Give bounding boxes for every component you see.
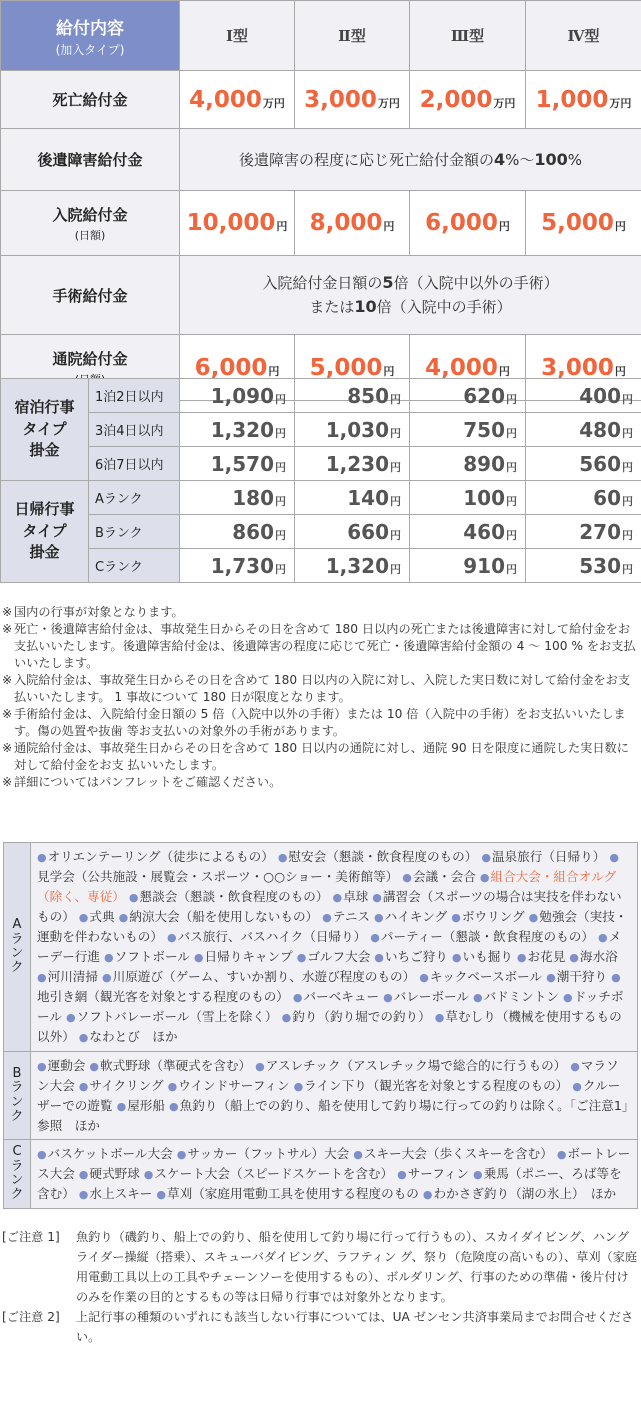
premium-amount: 270 — [579, 519, 621, 544]
yen-unit: 円 — [506, 494, 517, 508]
activity-item: 勉強会（実技・運動を伴わないもの） — [37, 909, 628, 944]
premium-amount: 180 — [232, 485, 274, 510]
yen-unit: 円 — [390, 426, 401, 440]
activity-item: 魚釣り（船上での釣り、船を使用して釣り場に行っての釣りは除く。「ご注意1」参照 ほか — [37, 1098, 629, 1133]
activity-item: キックベースボール — [429, 969, 543, 984]
yen-unit: 円 — [275, 426, 286, 440]
bullet-icon: ● — [118, 911, 129, 924]
overnight-premium-value — [410, 447, 526, 481]
yen-unit: 円 — [275, 562, 286, 576]
activity-item: ボウリング — [461, 909, 525, 924]
daytrip-premium-value — [295, 481, 410, 515]
activity-item: ドッチボール — [37, 989, 624, 1024]
activity-item: 地引き網（観光客を対象とする程度のもの） — [37, 989, 289, 1004]
yen-unit: 円 — [275, 392, 286, 406]
caution-text: 魚釣り（磯釣り、船上での釣り、船を使用して釣り場に行って行うもの）、スカイダイビング、ハングライダー操縦（搭乗）、スキューバダイビング、ラフティン グ、祭り（危険度の高いもの）、草刈（家庭用電動工具以上の工具やチェーンソーを使用するもの）、ボルダリング、行事のための準備・後片付けのみを作業の目的とするもの等は日帰り行事では対象外となります。 — [76, 1230, 638, 1304]
rank-row — [4, 1140, 638, 1209]
activity-item: サーフィン — [407, 1166, 470, 1181]
note-mark: ※ — [2, 673, 13, 687]
premium-amount: 860 — [232, 519, 274, 544]
premium-amount: 850 — [347, 383, 389, 408]
activity-item: お花見 — [527, 949, 566, 964]
bullet-icon: ● — [374, 911, 384, 924]
yen-unit: 円 — [622, 392, 633, 406]
bullet-icon: ● — [556, 1148, 567, 1161]
premium-amount: 100 — [463, 485, 505, 510]
outpatient-label: 通院給付金 — [52, 350, 128, 368]
death-value: 4,000万円 — [180, 71, 295, 129]
activity-item: ウインドサーフィン — [178, 1078, 290, 1093]
activity-item: 潮干狩り — [556, 969, 608, 984]
rank-row — [4, 843, 638, 1052]
overnight-premium-value — [526, 413, 641, 447]
activity-item: バス旅行、バスハイク（日帰り） — [177, 929, 367, 944]
note-text: 入院給付金は、事故発生日からその日を含めて 180 日以内の入院に対し、入院した実日数に対して給付金をお支払いいたします。 1 事故について 180 日が限度となります。 — [14, 673, 631, 704]
activity-item: 屋形船 — [127, 1098, 165, 1113]
bullet-icon: ● — [383, 991, 393, 1004]
bullet-icon: ● — [281, 1011, 292, 1024]
bullet-icon: ● — [128, 891, 139, 904]
activity-item: わかさぎ釣り（湖の氷上） ほか — [433, 1186, 617, 1201]
note-text: 死亡・後遺障害給付金は、事故発生日からその日を含めて 180 日以内の死亡または後遺障害に対して給付金をお支払いいたします。後遺障害給付金は、後遺障害の程度に応じて死亡・後遺障害給付金額の 4 ～ 100 % をお支払いいたします。 — [14, 622, 636, 670]
activity-item: バスケットボール大会 — [47, 1146, 173, 1161]
caution-item — [2, 1307, 639, 1347]
bullet-icon: ● — [402, 871, 412, 884]
death-label: 死亡給付金 — [1, 71, 180, 129]
note-text: 詳細についてはパンフレットをご確認ください。 — [14, 775, 282, 789]
daytrip-premium-value — [180, 481, 295, 515]
activity-item: 日帰りキャンプ — [204, 949, 293, 964]
note-item — [2, 774, 639, 791]
premium-amount: 60 — [593, 485, 621, 510]
activity-item: クルーザーでの遊覧 — [37, 1078, 621, 1113]
bullet-icon: ● — [473, 991, 483, 1004]
activity-item: パーティー（懇談・飲食程度のもの） — [380, 929, 594, 944]
yen-unit: 円 — [275, 494, 286, 508]
yen-unit: 円 — [506, 392, 517, 406]
activity-item: テニス — [332, 909, 371, 924]
daytrip-section — [1, 481, 641, 583]
note-mark: ※ — [2, 707, 13, 721]
bullet-icon: ● — [78, 1168, 89, 1181]
rank-label-char: ク — [10, 960, 24, 976]
bullet-icon: ● — [176, 1148, 187, 1161]
activity-item: バーベキュー — [303, 989, 380, 1004]
activity-item: いちご狩り — [384, 949, 448, 964]
activity-item: ソフトボール — [114, 949, 190, 964]
premium-amount: 910 — [463, 553, 505, 578]
rank-row — [4, 1052, 638, 1140]
daytrip-premium-value — [295, 549, 410, 583]
bullet-icon: ● — [516, 951, 527, 964]
bullet-icon: ● — [374, 951, 384, 964]
bullet-icon: ● — [332, 891, 343, 904]
overnight-group-label-line: 宿泊行事 — [14, 397, 75, 416]
bullet-icon: ● — [78, 1031, 89, 1044]
premium-amount: 530 — [579, 553, 621, 578]
yen-unit: 円 — [622, 494, 633, 508]
bullet-icon: ● — [103, 951, 114, 964]
activity-item: 温泉旅行（日帰り） — [491, 849, 606, 864]
rank-label — [4, 843, 31, 1052]
bullet-icon: ● — [102, 971, 112, 984]
note-mark: ※ — [2, 775, 13, 789]
overnight-section — [1, 379, 641, 481]
bullet-icon: ● — [166, 931, 177, 944]
daytrip-row-label: Bランク — [89, 515, 180, 549]
surgery-label: 手術給付金 — [1, 256, 180, 335]
activity-item: ゴルフ大会 — [307, 949, 371, 964]
type-2-header: Ⅱ型 — [295, 1, 410, 71]
rank-table — [3, 842, 638, 1209]
bullet-icon: ● — [370, 931, 380, 944]
premium-amount: 480 — [579, 417, 621, 442]
surgery-text: 入院給付金日額の5倍（入院中以外の手術） または10倍（入院中の手術） — [180, 256, 641, 335]
bullet-icon: ● — [78, 1188, 89, 1201]
bullet-icon: ● — [434, 1011, 445, 1024]
note-item — [2, 604, 639, 621]
rank-label — [4, 1140, 31, 1209]
rank-label-char: ン — [10, 946, 24, 961]
daytrip-row — [1, 481, 641, 515]
activity-item: なわとび ほか — [89, 1029, 178, 1044]
rank-label-char: C — [12, 1144, 22, 1160]
caution-item — [2, 1227, 639, 1307]
aftereffect-text: 後遺障害の程度に応じ死亡給付金額の4%～100% — [180, 129, 641, 191]
bullet-icon: ● — [168, 1100, 179, 1113]
bullet-icon: ● — [78, 1080, 89, 1093]
bullet-icon: ● — [193, 951, 204, 964]
yen-unit: 円 — [622, 562, 633, 576]
bullet-icon: ● — [479, 871, 490, 884]
activity-item: 軟式野球（準硬式を含む） — [100, 1058, 252, 1073]
note-item — [2, 706, 639, 740]
overnight-premium-value — [180, 379, 295, 413]
overnight-premium-value — [180, 413, 295, 447]
bullet-icon: ● — [419, 971, 429, 984]
overnight-group-label — [1, 379, 89, 481]
bullet-icon: ● — [572, 1080, 582, 1093]
type-1-header: Ⅰ型 — [180, 1, 295, 71]
premium-amount: 1,090 — [210, 383, 274, 408]
daytrip-row-label: Cランク — [89, 549, 180, 583]
overnight-row-label: 3泊4日以内 — [89, 413, 180, 447]
daytrip-group-label-line: タイプ — [22, 521, 67, 540]
premium-amount: 1,230 — [325, 451, 389, 476]
premium-amount: 400 — [579, 383, 621, 408]
activity-item: 草むしり（機械を使用するもの以外） — [37, 1009, 622, 1044]
bullet-icon: ● — [372, 891, 382, 904]
activity-item: 草刈（家庭用電動工具を使用する程度のもの — [167, 1186, 419, 1201]
bullet-icon: ● — [562, 991, 573, 1004]
aftereffect-label: 後遺障害給付金 — [1, 129, 180, 191]
activity-item: スキー大会（歩くスキーを含む） — [363, 1146, 553, 1161]
yen-unit: 円 — [622, 528, 633, 542]
rank-label — [4, 1052, 31, 1140]
yen-unit: 円 — [622, 426, 633, 440]
hospital-value: 6,000円 — [410, 191, 526, 256]
activity-item: 釣り（釣り堀での釣り） — [292, 1009, 431, 1024]
header-title-cell — [1, 1, 180, 71]
rank-label-char: ン — [10, 1173, 24, 1188]
overnight-premium-value — [410, 379, 526, 413]
activity-item: サイクリング — [89, 1078, 164, 1093]
activity-item: 水上スキー — [89, 1186, 153, 1201]
benefit-table — [0, 0, 641, 401]
bullet-icon: ● — [143, 1168, 154, 1181]
rank-activities — [31, 843, 638, 1052]
note-item — [2, 740, 639, 774]
daytrip-row-label: Aランク — [89, 481, 180, 515]
activity-item: 慰安会（懇談・飲食程度のもの） — [288, 849, 478, 864]
bullet-icon: ● — [37, 1060, 47, 1073]
caution-text: 上記行事の種類のいずれにも該当しない行事については、UA ゼンセン共済事業局までお問合せください。 — [76, 1310, 634, 1344]
daytrip-premium-value — [180, 515, 295, 549]
activity-item: ボートレース大会 — [37, 1146, 631, 1181]
type-3-header: Ⅲ型 — [410, 1, 526, 71]
rank-activities — [31, 1052, 638, 1140]
hospital-value: 8,000円 — [295, 191, 410, 256]
yen-unit: 円 — [506, 460, 517, 474]
yen-unit: 円 — [390, 460, 401, 474]
overnight-row-label: 6泊7日以内 — [89, 447, 180, 481]
hospital-value: 5,000円 — [526, 191, 641, 256]
cautions-list — [2, 1227, 639, 1347]
bullet-icon: ● — [473, 1168, 483, 1181]
premium-amount: 620 — [463, 383, 505, 408]
bullet-icon: ● — [609, 851, 619, 864]
yen-unit: 円 — [390, 562, 401, 576]
daytrip-row — [1, 549, 641, 583]
premium-amount: 890 — [463, 451, 505, 476]
bullet-icon: ● — [37, 851, 47, 864]
activity-item: ライン下り（観光客を対象とする程度のもの） — [304, 1078, 569, 1093]
type-4-header: Ⅳ型 — [526, 1, 641, 71]
notes-list — [2, 604, 639, 791]
premium-amount: 560 — [579, 451, 621, 476]
death-value: 2,000万円 — [410, 71, 526, 129]
bullet-icon: ● — [293, 1080, 304, 1093]
daytrip-premium-value — [410, 481, 526, 515]
daytrip-premium-value — [410, 515, 526, 549]
activity-item: バレーボール — [393, 989, 469, 1004]
outpatient-value: 4,000円 — [410, 335, 526, 401]
death-row — [1, 71, 641, 129]
activity-item: 講習会（スポーツの場合は実技を伴わないもの） — [37, 889, 622, 924]
daytrip-premium-value — [526, 515, 641, 549]
activity-item: 懇談会（懇談・飲食程度のもの） — [139, 889, 329, 904]
header-title: 給付内容 — [56, 18, 124, 39]
bullet-icon: ● — [296, 951, 307, 964]
premium-amount: 460 — [463, 519, 505, 544]
note-item — [2, 672, 639, 706]
overnight-row-label: 1泊2日以内 — [89, 379, 180, 413]
overnight-row — [1, 379, 641, 413]
activity-item: メーデー行進 — [37, 929, 622, 964]
outpatient-value: 5,000円 — [295, 335, 410, 401]
rank-label-char: ラ — [10, 1158, 24, 1174]
activity-item: オリエンテーリング（徒歩によるもの） — [47, 849, 274, 864]
rank-label-char: ラ — [10, 1080, 24, 1096]
bullet-icon: ● — [611, 971, 621, 984]
activity-item: 納涼大会（船を使用しないもの） — [129, 909, 319, 924]
activity-item: 卓球 — [343, 889, 369, 904]
bullet-icon: ● — [353, 1148, 363, 1161]
hospital-sublabel: (日額) — [74, 228, 106, 242]
premium-amount: 1,320 — [325, 553, 389, 578]
activity-item: スケート大会（スピードスケートを含む） — [154, 1166, 394, 1181]
header-subtitle: (加入タイプ) — [55, 42, 125, 57]
daytrip-group-label-line: 日帰行事 — [14, 499, 75, 518]
yen-unit: 円 — [390, 494, 401, 508]
note-text: 手術給付金は、入院給付金日額の 5 倍（入院中以外の手術）または 10 倍（入院中の手術）をお支払いいたします。傷の処置や抜歯 等お支払いの対象外の手術があります。 — [14, 707, 626, 738]
activity-item: 川原遊び（ゲーム、すいか割り、水遊び程度のもの） — [112, 969, 416, 984]
premium-amount: 1,570 — [210, 451, 274, 476]
note-mark: ※ — [2, 622, 13, 636]
overnight-premium-value — [295, 447, 410, 481]
premium-amount: 1,730 — [210, 553, 274, 578]
caution-head: [ご注意 1] — [2, 1230, 60, 1244]
activity-item: 河川清掃 — [47, 969, 98, 984]
overnight-premium-value — [295, 413, 410, 447]
bullet-icon: ● — [255, 1060, 265, 1073]
yen-unit: 円 — [506, 426, 517, 440]
bullet-icon: ● — [481, 851, 491, 864]
daytrip-premium-value — [526, 481, 641, 515]
hospital-row — [1, 191, 641, 256]
daytrip-group-label — [1, 481, 89, 583]
overnight-row — [1, 413, 641, 447]
bullet-icon: ● — [597, 931, 608, 944]
bullet-icon: ● — [37, 971, 47, 984]
daytrip-group-label-line: 掛金 — [29, 543, 60, 562]
note-text: 通院給付金は、事故発生日からその日を含めて 180 日以内の通院に対し、通院 90 日を限度に通院した実日数に対して給付金をお支 払いいたします。 — [14, 741, 629, 772]
activity-item: 運動会 — [47, 1058, 86, 1073]
activity-item: ソフトバレーボール（雪上を除く） — [76, 1009, 278, 1024]
overnight-row — [1, 447, 641, 481]
premium-amount: 1,320 — [210, 417, 274, 442]
activity-item: 乗馬（ポニー、ろば等を含む） — [37, 1166, 622, 1201]
premium-amount: 750 — [463, 417, 505, 442]
hospital-value: 10,000円 — [180, 191, 295, 256]
bullet-icon: ● — [570, 1060, 580, 1073]
bullet-icon: ● — [78, 911, 89, 924]
hospital-label: 入院給付金 — [52, 205, 128, 224]
outpatient-value: 3,000円 — [526, 335, 641, 401]
daytrip-premium-value — [180, 549, 295, 583]
bullet-icon: ● — [292, 991, 303, 1004]
caution-head: [ご注意 2] — [2, 1310, 60, 1324]
yen-unit: 円 — [506, 528, 517, 542]
activity-item: ハイキング — [384, 909, 448, 924]
activity-item: アスレチック（アスレチック場で総合的に行うもの） — [265, 1058, 567, 1073]
activity-item: サッカー（フットサル）大会 — [187, 1146, 350, 1161]
death-value: 1,000万円 — [526, 71, 641, 129]
yen-unit: 円 — [390, 528, 401, 542]
overnight-premium-value — [180, 447, 295, 481]
bullet-icon: ● — [37, 1148, 47, 1161]
bullet-icon: ● — [167, 1080, 178, 1093]
premium-amount: 660 — [347, 519, 389, 544]
note-mark: ※ — [2, 741, 13, 755]
activity-item: 硬式野球 — [89, 1166, 140, 1181]
premium-amount: 140 — [347, 485, 389, 510]
yen-unit: 円 — [506, 562, 517, 576]
rank-label-char: ク — [10, 1187, 24, 1203]
bullet-icon: ● — [65, 1011, 76, 1024]
rank-activities — [31, 1140, 638, 1209]
daytrip-premium-value — [526, 549, 641, 583]
rank-label-char: ン — [10, 1094, 24, 1110]
bullet-icon: ● — [322, 911, 332, 924]
bullet-icon: ● — [277, 851, 288, 864]
bullet-icon: ● — [397, 1168, 407, 1181]
death-value: 3,000万円 — [295, 71, 410, 129]
activity-item: バドミントン — [483, 989, 559, 1004]
overnight-premium-value — [526, 447, 641, 481]
bullet-icon: ● — [546, 971, 556, 984]
overnight-premium-value — [410, 413, 526, 447]
activity-item: いも掘り — [462, 949, 513, 964]
note-text: 国内の行事が対象となります。 — [14, 605, 184, 619]
rank-label-char: ラ — [10, 931, 24, 947]
overnight-premium-value — [295, 379, 410, 413]
header-row — [1, 1, 641, 71]
premium-table — [0, 378, 641, 583]
activity-item: 会議・会合 — [412, 869, 476, 884]
overnight-premium-value — [526, 379, 641, 413]
premium-amount: 1,030 — [325, 417, 389, 442]
rank-label-char: B — [12, 1065, 22, 1081]
overnight-group-label-line: 掛金 — [29, 441, 60, 460]
bullet-icon: ● — [89, 1060, 100, 1073]
yen-unit: 円 — [275, 528, 286, 542]
yen-unit: 円 — [275, 460, 286, 474]
note-mark: ※ — [2, 605, 13, 619]
surgery-row — [1, 256, 641, 335]
bullet-icon: ● — [569, 951, 579, 964]
activity-item: マラソン大会 — [37, 1058, 619, 1093]
activity-item: 海水浴 — [579, 949, 618, 964]
daytrip-premium-value — [295, 515, 410, 549]
outpatient-value: 6,000円 — [180, 335, 295, 401]
bullet-icon: ● — [422, 1188, 433, 1201]
bullet-icon: ● — [528, 911, 539, 924]
bullet-icon: ● — [451, 911, 461, 924]
bullet-icon: ● — [116, 1100, 127, 1113]
activity-item: 見学会（公共施設・展覧会・スポーツ・○○ショー・美術館等） — [37, 869, 399, 884]
bullet-icon: ● — [451, 951, 462, 964]
daytrip-row — [1, 515, 641, 549]
aftereffect-row — [1, 129, 641, 191]
yen-unit: 円 — [622, 460, 633, 474]
activity-item: 式典 — [89, 909, 115, 924]
bullet-icon: ● — [156, 1188, 166, 1201]
rank-label-char: A — [12, 917, 22, 933]
overnight-group-label-line: タイプ — [22, 419, 67, 438]
activity-item: 組合大会・組合オルグ（除く、専従） — [37, 869, 617, 904]
rank-label-char: ク — [10, 1108, 24, 1124]
hospital-label-cell — [1, 191, 180, 256]
note-item — [2, 621, 639, 672]
yen-unit: 円 — [390, 392, 401, 406]
daytrip-premium-value — [410, 549, 526, 583]
